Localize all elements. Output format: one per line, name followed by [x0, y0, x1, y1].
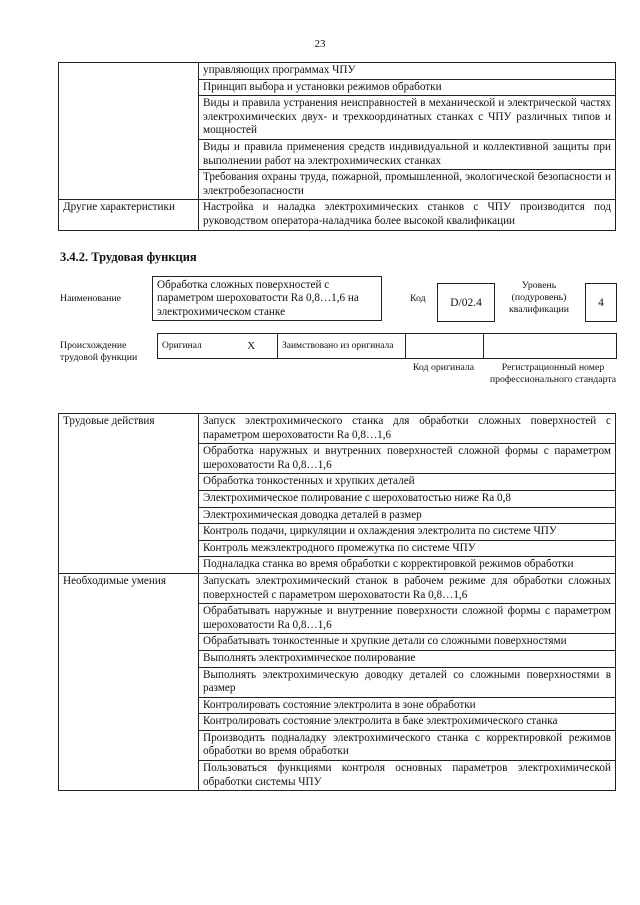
original-label: Оригинал — [158, 334, 226, 359]
function-code-box: D/02.4 — [437, 283, 495, 322]
item-text-cell: Контроль межэлектродного промежутка по системе ЧПУ — [199, 540, 616, 557]
row-label-cell: Другие характеристики — [59, 200, 199, 230]
item-text-cell: Производить подналадку электрохимического станка с корректировкой режимов обработки во время обработки — [199, 730, 616, 760]
item-text-cell: Обрабатывать тонкостенные и хрупкие детали со сложными поверхностями — [199, 634, 616, 651]
item-text-cell: Подналадка станка во время обработки с корректировкой режимов обработки — [199, 557, 616, 574]
row-text-cell: Виды и правила применения средств индивидуальной и коллективной защиты при выполнении работ на электрохимических станках — [199, 139, 616, 169]
table-row — [59, 200, 616, 230]
caption-original-code: Код оригинала — [412, 362, 475, 373]
row-text-cell: Принцип выбора и установки режимов обработки — [199, 79, 616, 96]
table-row — [59, 414, 616, 444]
name-label: Наименование — [60, 293, 122, 304]
row-text-cell: управляющих программах ЧПУ — [199, 63, 616, 80]
original-mark: X — [226, 334, 278, 359]
row-text-cell: Требования охраны труда, пожарной, промышленной, экологической безопасности и электробезопасности — [199, 170, 616, 200]
item-text-cell: Выполнять электрохимическую доводку деталей со сложными поверхностями в размер — [199, 667, 616, 697]
table-row — [59, 63, 616, 80]
origin-label: Происхождение трудовой функции — [60, 340, 138, 363]
item-text-cell: Контролировать состояние электролита в баке электрохимического станка — [199, 714, 616, 731]
origin-table — [157, 333, 617, 359]
item-text-cell: Обработка наружных и внутренних поверхностей сложной формы с параметром шероховатости Ra 0,8…1,6 — [199, 444, 616, 474]
function-name-box: Обработка сложных поверхностей с параметром шероховатости Ra 0,8…1,6 на электрохимическом станке — [152, 276, 382, 321]
section-title: 3.4.2. Трудовая функция — [60, 250, 197, 264]
knowledge-table-continuation — [58, 62, 616, 231]
group-label-cell: Необходимые умения — [59, 573, 199, 790]
level-label: Уровень (подуровень) квалификации — [508, 280, 570, 315]
group-label-cell: Трудовые действия — [59, 414, 199, 574]
item-text-cell: Контролировать состояние электролита в зоне обработки — [199, 697, 616, 714]
item-text-cell: Электрохимическое полирование с шероховатостью ниже Ra 0,8 — [199, 490, 616, 507]
page-number: 23 — [314, 38, 326, 50]
item-text-cell: Обработка тонкостенных и хрупких деталей — [199, 474, 616, 491]
item-text-cell: Выполнять электрохимическое полирование — [199, 650, 616, 667]
borrowed-label: Заимствовано из оригинала — [278, 334, 406, 359]
item-text-cell: Пользоваться функциями контроля основных параметров электрохимической обработки системы ЧПУ — [199, 761, 616, 791]
original-code-cell — [406, 334, 484, 359]
code-label: Код — [410, 293, 426, 304]
row-text-cell: Настройка и наладка электрохимических станков с ЧПУ производится под руководством оператора-наладчика более высокой квалификации — [199, 200, 616, 230]
labor-function-table — [58, 413, 616, 791]
level-value-box: 4 — [585, 283, 617, 322]
item-text-cell: Запускать электрохимический станок в рабочем режиме для обработки сложных поверхностей с параметром шероховатости Ra 0,8…1,6 — [199, 573, 616, 603]
row-label-cell — [59, 63, 199, 200]
table-row — [59, 573, 616, 603]
item-text-cell: Запуск электрохимического станка для обработки сложных поверхностей с параметром шероховатости Ra 0,8…1,6 — [199, 414, 616, 444]
registration-number-cell — [484, 334, 617, 359]
item-text-cell: Электрохимическая доводка деталей в размер — [199, 507, 616, 524]
row-text-cell: Виды и правила устранения неисправностей в механической и электрической частях электрохимических двух- и трехкоординатных станках с ЧПУ различных типов и мощностей — [199, 96, 616, 140]
item-text-cell: Обрабатывать наружные и внутренние поверхности сложной формы с параметром шероховатости Ra 0,8…1,6 — [199, 604, 616, 634]
item-text-cell: Контроль подачи, циркуляции и охлаждения электролита по системе ЧПУ — [199, 524, 616, 541]
caption-registration-number: Регистрационный номер профессионального стандарта — [489, 362, 617, 385]
